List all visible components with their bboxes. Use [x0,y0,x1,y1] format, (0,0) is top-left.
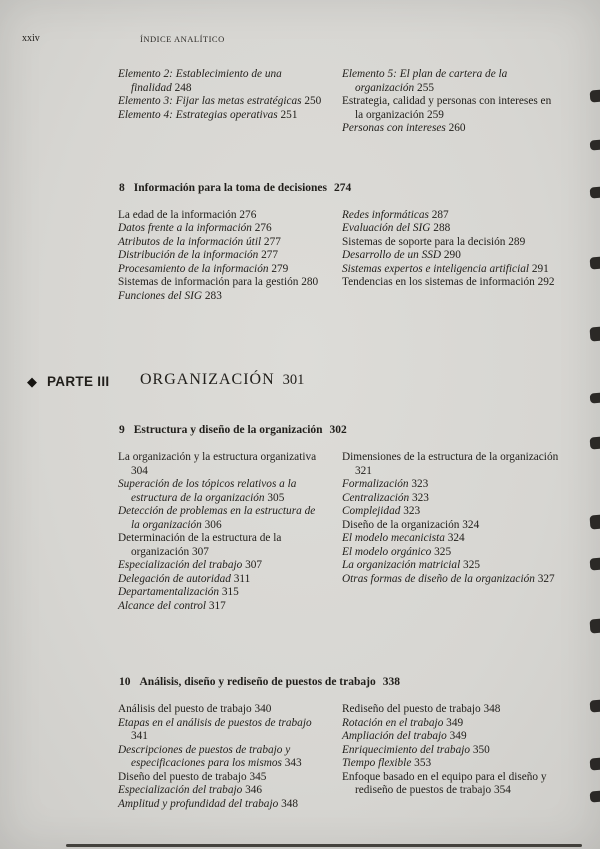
toc-entry [118,532,324,559]
toc-column-left [118,703,324,811]
entry-title: Otras formas de diseño de la organización [342,572,535,585]
entry-title: Departamentalización [118,586,220,598]
toc-entry [342,122,562,136]
entry-page: 343 [284,757,302,769]
entry-page: 304 [131,464,148,477]
chapter-number: 8 [119,181,125,194]
scan-mark [590,791,600,803]
entry-page: 323 [411,491,429,504]
entry-title: Sistemas expertos e inteligencia artificial [342,262,529,275]
entry-title: Ampliación del trabajo [342,730,447,742]
entry-title: Elemento 5: El plan de cartera de la organización [342,68,508,94]
entry-page: 348 [281,797,299,810]
entry-page: 250 [304,95,322,107]
scan-mark [590,558,600,571]
entry-page: 288 [433,222,451,234]
entry-title: Estrategia, calidad y personas con intereses en la organización [342,95,552,121]
chapter-page: 338 [382,676,400,688]
toc-entry [342,771,562,798]
toc-columns [0,703,600,811]
entry-page: 305 [267,491,285,504]
entry-title: Desarrollo de un SSD [342,249,442,261]
chapter-heading [0,181,600,196]
toc-columns [0,451,600,613]
entry-title: Especialización del trabajo [118,784,243,796]
toc-entry [118,263,324,277]
entry-page: 276 [239,208,257,221]
chapter-page: 274 [334,181,352,194]
entry-title: Descripciones de puestos de trabajo y especificaciones para los mismos [118,743,291,769]
chapter-page: 302 [329,424,347,436]
entry-page: 292 [537,276,555,288]
entry-page: 348 [483,703,501,715]
entry-page: 323 [403,505,421,517]
scan-mark [590,187,600,199]
toc-entry [342,757,562,771]
entry-page: 353 [414,757,432,769]
toc-entry [118,717,324,744]
toc-column-right [342,68,562,136]
entry-title: Especialización del trabajo [118,559,243,571]
toc-entry [118,236,324,250]
toc-entry [118,478,324,505]
entry-title: Formalización [342,478,409,490]
entry-page: 349 [446,716,464,729]
entry-page: 280 [301,276,319,288]
entry-title: Etapas en el análisis de puestos de trabajo [118,716,312,729]
scan-mark [590,140,600,151]
entry-title: Superación de los tópicos relativos a la estructura de la organización [118,478,297,504]
scan-mark [590,90,600,103]
toc-entry [118,600,324,614]
chapter-heading [0,423,600,438]
entry-page: 289 [508,235,526,248]
entry-page: 290 [443,249,461,261]
entry-page: 276 [254,222,272,234]
toc-entry [118,703,324,717]
entry-page: 340 [254,703,272,715]
toc-entry [342,559,562,573]
entry-page: 311 [233,572,251,585]
toc-entry [342,717,562,731]
entry-title: El modelo orgánico [342,545,432,558]
entry-page: 341 [131,730,148,742]
entry-title: Delegación de autoridad [118,572,231,585]
entry-title: Tendencias en los sistemas de información [342,276,535,288]
entry-page: 324 [462,518,480,531]
toc-entry [342,546,562,560]
entry-page: 323 [411,478,429,490]
entry-page: 325 [463,559,480,571]
entry-page: 260 [448,122,466,134]
scan-mark [590,327,600,342]
toc-entry [118,798,324,812]
entry-title: Amplitud y profundidad del trabajo [118,797,279,810]
running-header: ÍNDICE ANALÍTICO [140,34,225,44]
entry-title: La organización y la estructura organizativa [118,451,317,463]
toc-entry [118,109,324,123]
entry-page: 277 [263,235,281,248]
toc-entry [342,573,562,587]
toc-entry [118,95,324,109]
entry-page: 255 [417,81,434,94]
entry-title: Datos frente a la información [118,222,252,234]
entry-page: 306 [204,518,222,531]
entry-page: 315 [221,586,239,598]
toc-entry [118,744,324,771]
entry-title: Sistemas de soporte para la decisión [342,235,506,248]
toc-entry [118,586,324,600]
scan-mark [590,393,600,404]
toc-entry [118,451,324,478]
entry-title: Sistemas de información para la gestión [118,276,299,288]
entry-page: 259 [426,108,444,121]
page-header [0,33,600,49]
entry-title: Centralización [342,491,410,504]
chapter-title: Estructura y diseño de la organización [133,424,323,436]
toc-entry [342,478,562,492]
toc-column-left [118,451,324,613]
toc-entry [342,209,562,223]
toc-entry [118,222,324,236]
toc-entry [342,532,562,546]
chapter-title: Información para la toma de decisiones [133,181,328,194]
toc-entry [342,451,562,478]
entry-title: Diseño del puesto de trabajo [118,770,247,783]
entry-page: 345 [249,770,267,783]
entry-title: Análisis del puesto de trabajo [118,703,252,715]
toc-entry [118,771,324,785]
entry-title: Redes informáticas [342,208,429,221]
entry-title: Personas con intereses [342,122,446,134]
toc-entry [118,68,324,95]
toc-entry [118,276,324,290]
entry-page: 307 [191,545,209,558]
entry-title: Elemento 4: Estrategias operativas [118,108,278,121]
part-heading [0,371,600,393]
entry-page: 283 [204,289,222,302]
toc-entry [342,744,562,758]
scan-mark [590,437,600,450]
toc-entry [342,263,562,277]
toc-entry [342,492,562,506]
entry-page: 277 [261,249,279,261]
toc-entry [342,249,562,263]
toc-entry [342,276,562,290]
toc-entry [342,505,562,519]
entry-page: 291 [531,262,549,275]
entry-title: Distribución de la información [118,249,259,261]
toc-entry [118,559,324,573]
entry-title: Tiempo flexible [342,757,412,769]
scan-mark [590,758,600,771]
entry-title: Determinación de la estructura de la organización [118,532,282,558]
toc-entry [342,236,562,250]
entry-page: 279 [271,262,289,275]
toc-entry [342,519,562,533]
scan-mark [590,619,600,634]
entry-title: Enriquecimiento del trabajo [342,743,471,756]
entry-title: La organización matricial [342,559,461,571]
entry-title: Elemento 3: Fijar las metas estratégicas [118,95,302,107]
entry-title: Enfoque basado en el equipo para el diseño y rediseño de puestos de trabajo [342,770,547,796]
entry-page: 307 [245,559,263,571]
entry-title: Diseño de la organización [342,518,460,531]
toc-column-right [342,451,562,613]
toc-entry [118,209,324,223]
toc-content [0,68,600,811]
toc-entry [342,730,562,744]
entry-page: 324 [447,532,465,544]
entry-page: 248 [174,81,192,94]
part-title: ORGANIZACIÓN [140,371,275,388]
toc-entry [342,68,562,95]
entry-page: 321 [355,464,372,477]
scan-mark [590,515,600,530]
toc-entry [118,573,324,587]
entry-page: 327 [537,572,555,585]
toc-column-right [342,703,562,811]
toc-entry [118,249,324,263]
entry-title: Funciones del SIG [118,289,203,302]
entry-page: 354 [493,784,511,796]
entry-page: 251 [280,108,298,121]
part-page: 301 [282,372,305,388]
entry-title: Dimensiones de la estructura de la organización [342,451,559,463]
page-number: xxiv [22,33,40,44]
scan-mark [590,257,600,270]
toc-entry [342,95,562,122]
entry-title: Rediseño del puesto de trabajo [342,703,481,715]
toc-entry [342,222,562,236]
part-label: PARTE III [47,374,110,389]
scan-bottom-line [66,844,582,847]
entry-page: 317 [208,599,226,612]
toc-column-left [118,209,324,304]
entry-title: El modelo mecanicista [342,532,445,544]
entry-page: 349 [449,730,467,742]
entry-page: 350 [472,743,490,756]
scan-mark [590,700,600,713]
entry-title: Detección de problemas en la estructura de la organización [118,505,316,531]
diamond-icon: ◆ [27,374,37,389]
entry-title: Procesamiento de la información [118,262,269,275]
chapter-heading [0,675,600,690]
entry-title: Rotación en el trabajo [342,716,444,729]
toc-entry [118,290,324,304]
toc-column-left [118,68,324,136]
entry-page: 346 [245,784,263,796]
chapter-title: Análisis, diseño y rediseño de puestos de trabajo [139,676,376,688]
entry-title: Complejidad [342,505,401,517]
entry-title: Atributos de la información útil [118,235,262,248]
entry-title: Alcance del control [118,599,207,612]
toc-entry [342,703,562,717]
entry-title: Evaluación del SIG [342,222,431,234]
toc-column-right [342,209,562,304]
toc-entry [118,505,324,532]
toc-columns [0,209,600,304]
entry-page: 287 [431,208,449,221]
toc-columns [0,68,600,136]
entry-title: La edad de la información [118,208,237,221]
entry-page: 325 [434,545,452,558]
chapter-number: 9 [119,424,125,436]
entry-title: Elemento 2: Establecimiento de una finalidad [118,68,282,94]
chapter-number: 10 [119,676,131,688]
toc-entry [118,784,324,798]
